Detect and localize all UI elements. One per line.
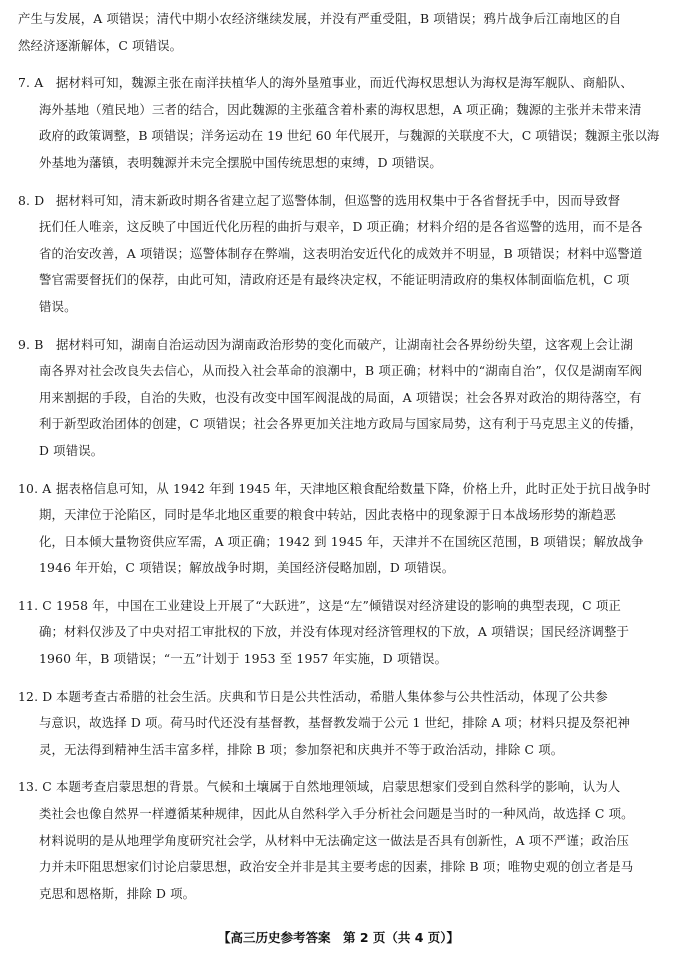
text-line: 与意识，故选择 D 项。荷马时代还没有基督教，基督教发端于公元 1 世纪，排除 A 项；材料只提及祭祀神 [39,715,630,731]
question-7 [18,70,659,176]
question-10 [18,476,659,582]
text-line: 确；材料仅涉及了中央对招工审批权的下放，并没有体现对经济管理权的下放，A 项错误；国民经济调整于 [39,624,630,640]
text-line: 省的治安改善，A 项错误；巡警体制存在弊端，这表明治安近代化的成效并不明显，B 项错误；材料中巡警道 [39,245,643,261]
text-line: 南各界对社会改良失去信心，从而投入社会革命的浪潮中，B 项正确；材料中的“湖南自治”，仅仅是湖南军阀 [39,363,643,379]
answer-content [18,6,659,907]
text-line: 抚们任人唯亲，这反映了中国近代化历程的曲折与艰辛，D 项正确；材料介绍的是各省巡警的选用，而不是各 [39,219,643,235]
text-line: 据材料可知，魏源主张在南洋扶植华人的海外垦殖事业，而近代海权思想认为海权是海军舰队、商船队、 [56,75,633,91]
text-line: 材料说明的是从地理学角度研究社会学，从材料中无法确定这一做法是否具有创新性，A 项不严谨；政治压 [39,832,630,848]
text-line: 然经济逐渐解体，C 项错误。 [18,37,183,53]
question-12 [18,684,659,764]
answer-number: 9. B [18,336,44,352]
text-line: 灵，无法得到精神生活丰富多样，排除 B 项；参加祭祀和庆典并不等于政治活动，排除 C 项。 [39,741,564,757]
text-line: 产生与发展，A 项错误；清代中期小农经济继续发展，并没有严重受阻，B 项错误；鸦片战争后江南地区的自 [18,11,622,26]
text-line: 本题考查启蒙思想的背景。气候和土壤属于自然地理领域，启蒙思想家们受到自然科学的影响，认为人 [56,779,621,795]
text-line: 1958 年，中国在工业建设上开展了“大跃进”，这是“左”倾错误对经济建设的影响的典型表现，C 项正 [56,597,621,613]
text-line: 用来割据的手段，自治的失败，也没有改变中国军阀混战的局面，A 项错误；社会各界对政治的期待落空，有 [39,389,642,405]
text-line: D 项错误。 [39,442,104,458]
page-footer: 【高三历史参考答案 第 2 页（共 4 页）】 [217,930,460,945]
answer-number: 10. A [18,480,52,496]
text-line: 政府的政策调整，B 项错误；洋务运动在 19 世纪 60 年代展开，与魏源的关联度不大，C 项错误；魏源主张以海 [39,128,660,144]
text-line: 利于新型政治团体的创建，C 项错误；社会各界更加关注地方政局与国家局势，这有利于马克思主义的传播， [39,416,643,432]
text-line: 外基地为藩镇，表明魏源并未完全摆脱中国传统思想的束缚，D 项错误。 [39,154,442,170]
question-13 [18,774,659,907]
text-line: 类社会也像自然界一样遵循某种规律，因此从自然科学入手分析社会问题是当时的一种风尚，故选择 C 项。 [39,806,634,822]
question-9 [18,332,659,465]
question-8 [18,188,659,321]
answer-number: 12. D [18,688,53,704]
text-line: 警官需要督抚们的保荐，由此可知，清政府还是有最终决定权，不能证明清政府的集权体制面临危机，C 项 [39,272,630,288]
text-line: 1960 年，B 项错误；“一五”计划于 1953 至 1957 年实施，D 项错误。 [39,651,448,667]
text-line: 1946 年开始，C 项错误；解放战争时期，美国经济侵略加剧，D 项错误。 [39,560,455,576]
answer-number: 13. C [18,779,52,795]
question-11 [18,593,659,673]
text-line: 据材料可知，清末新政时期各省建立起了巡警体制，但巡警的选用权集中于各省督抚手中，因而导致督 [56,192,621,208]
text-line: 海外基地（殖民地）三者的结合，因此魏源的主张蕴含着朴素的海权思想，A 项正确；魏源的主张并未带来清 [39,101,642,117]
text-line: 期，天津位于沦陷区，同时是华北地区重要的粮食中转站，因此表格中的现象源于日本战场形势的渐趋恶 [39,507,616,523]
text-line: 错误。 [39,298,77,314]
text-line: 克思和恩格斯，排除 D 项。 [39,885,196,901]
answer-number: 7. A [18,75,44,91]
text-line: 本题考查古希腊的社会生活。庆典和节日是公共性活动，希腊人集体参与公共性活动，体现了公共参 [56,688,608,704]
text-line: 化，日本倾大量物资供应军需，A 项正确；1942 到 1945 年，天津并不在国统区范围，B 项错误；解放战争 [39,533,644,549]
intro-paragraph [18,6,659,59]
answer-number: 11. C [18,597,52,613]
answer-number: 8. D [18,192,45,208]
text-line: 据表格信息可知，从 1942 年到 1945 年，天津地区粮食配给数量下降，价格上升，此时正处于抗日战争时 [56,480,651,496]
text-line: 据材料可知，湖南自治运动因为湖南政治形势的变化而破产，让湖南社会各界纷纷失望，这客观上会让湖 [56,336,633,352]
text-line: 力并未吓阻思想家们讨论启蒙思想，政治安全并非是其主要考虑的因素，排除 B 项；唯物史观的创立者是马 [39,859,634,875]
